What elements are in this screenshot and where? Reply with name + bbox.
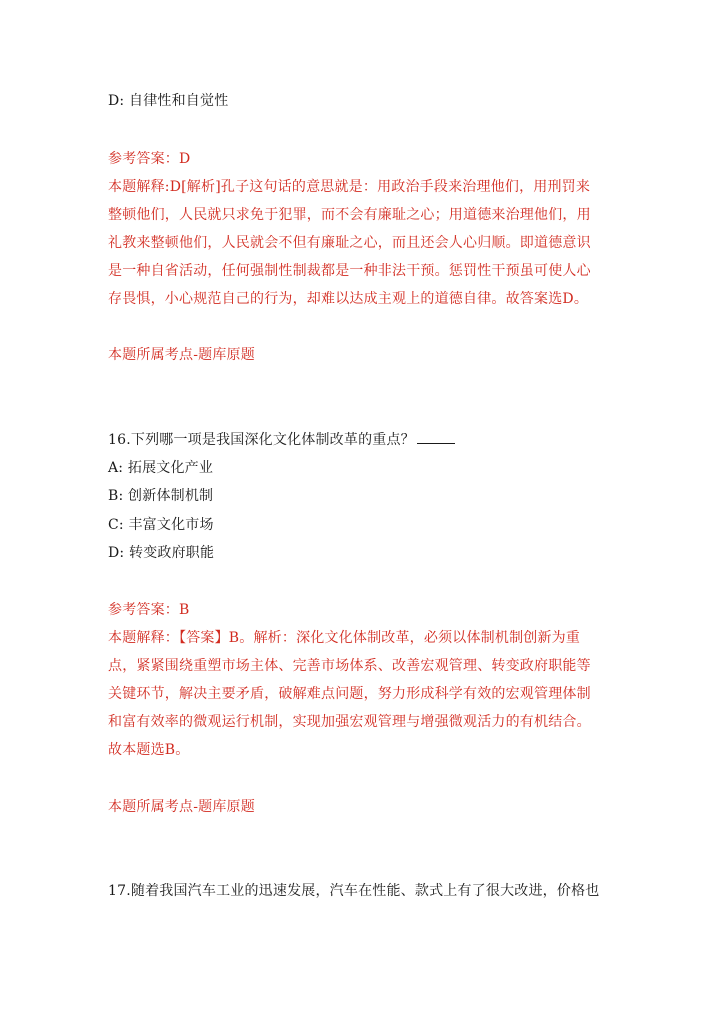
q16-answer: 参考答案：B xyxy=(108,602,190,618)
q15-explanation-line-5: 存畏惧，小心规范自己的行为，却难以达成主观上的道德自律。故答案选D。 xyxy=(108,291,589,307)
q15-explanation-line-1: 本题解释:D[解析]孔子这句话的意思就是：用政治手段来治理他们，用刑罚来 xyxy=(108,179,591,195)
q15-category: 本题所属考点-题库原题 xyxy=(108,347,255,363)
q16-question xyxy=(108,430,618,450)
q16-option-d: D: 转变政府职能 xyxy=(108,545,215,561)
q15-answer: 参考答案：D xyxy=(108,151,191,167)
q16-question-text: 16.下列哪一项是我国深化文化体制改革的重点？ xyxy=(108,432,415,448)
q15-explanation-line-3: 礼教来整顿他们，人民就会不但有廉耻之心，而且还会人心归顺。即道德意识 xyxy=(108,235,591,251)
q16-explanation-line-2: 点，紧紧围绕重塑市场主体、完善市场体系、改善宏观管理、转变政府职能等 xyxy=(108,658,591,674)
q15-option-d: D: 自律性和自觉性 xyxy=(108,93,229,109)
q15-explanation-line-2: 整顿他们，人民就只求免于犯罪，而不会有廉耻之心；用道德来治理他们，用 xyxy=(108,207,591,223)
q16-option-b: B: 创新体制机制 xyxy=(108,488,214,504)
q15-explanation-line-4: 是一种自省活动，任何强制性制裁都是一种非法干预。惩罚性干预虽可使人心 xyxy=(108,263,591,279)
q16-option-a: A: 拓展文化产业 xyxy=(108,460,214,476)
q16-explanation-line-1: 本题解释：【答案】B。解析：深化文化体制改革，必须以体制机制创新为重 xyxy=(108,630,581,646)
q17-question: 17.随着我国汽车工业的迅速发展，汽车在性能、款式上有了很大改进，价格也 xyxy=(108,883,600,899)
q16-option-c: C: 丰富文化市场 xyxy=(108,517,214,533)
q16-explanation-line-4: 和富有效率的微观运行机制，实现加强宏观管理与增强微观活力的有机结合。 xyxy=(108,714,591,730)
q16-answer-blank xyxy=(417,430,455,444)
q16-explanation-line-3: 关键环节，解决主要矛盾，破解难点问题，努力形成科学有效的宏观管理体制 xyxy=(108,686,591,702)
q16-explanation-line-5: 故本题选B。 xyxy=(108,742,190,758)
q16-category: 本题所属考点-题库原题 xyxy=(108,799,255,815)
